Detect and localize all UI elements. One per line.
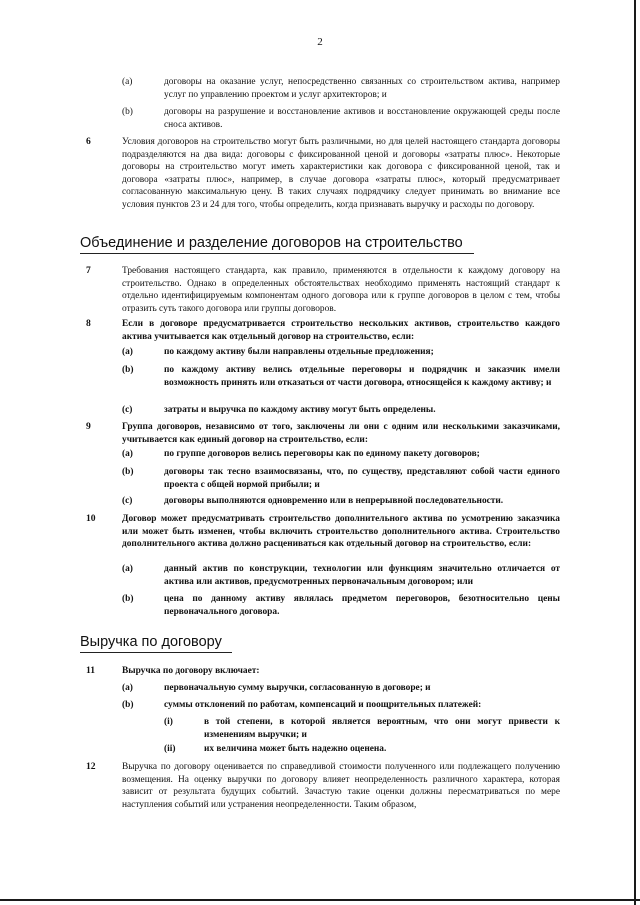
paragraph-8-item-c-text: затраты и выручка по каждому активу могут быть определены. [164, 405, 436, 415]
paragraph-9-item-c-text: договоры выполняются одновременно или в непрерывной последовательности. [164, 496, 504, 506]
scan-edge-right [634, 0, 636, 905]
paragraph-7-number: 7 [86, 265, 91, 276]
paragraph-8-item-b-label: (b) [122, 365, 134, 375]
heading-underline [80, 253, 474, 254]
intro-item-b-text: договоры на разрушение и восстановление активов и восстановление окружающей среды после сноса активов. [164, 107, 560, 130]
paragraph-10-number: 10 [86, 513, 96, 524]
paragraph-6-number: 6 [86, 136, 91, 147]
paragraph-9-number: 9 [86, 421, 91, 432]
intro-item-b-label: (b) [122, 107, 133, 117]
page-number: 2 [317, 36, 323, 48]
section-heading-revenue: Выручка по договору [80, 634, 222, 650]
paragraph-11-subitem-ii-label: (ii) [164, 744, 176, 754]
paragraph-8-item-a-text: по каждому активу были направлены отдельные предложения; [164, 347, 434, 357]
paragraph-7-text: Требования настоящего стандарта, как правило, применяются в отдельности к каждому договору на строительство. Однако в определенных обстоятельствах необходимо применять настоящий стандарт к отдельно идентифицируемым компонентам одного договора или к группе договоров в целом с тем, чтобы отразить суть такого договора или группы договоров. [122, 266, 560, 314]
paragraph-10-text: Договор может предусматривать строительство дополнительного актива по усмотрению заказчика или может быть изменен, чтобы включить строительство дополнительного актива. Строительство дополнительного актива должно расцениваться как отдельный договор на строительство, если: [122, 514, 560, 550]
intro-item-a-label: (a) [122, 77, 133, 87]
paragraph-11-item-a-text: первоначальную сумму выручки, согласованную в договоре; и [164, 683, 431, 693]
paragraph-12-text: Выручка по договору оценивается по справедливой стоимости полученного или подлежащего получению возмещения. На оценку выручки по договору влияет неопределенность различного характера, которая зависит от результата будущих событий. Зачастую такие оценки должны пересматриваться по мере наступления событий или устранения неопределенности. Таким образом, [122, 762, 560, 810]
paragraph-11-item-a-label: (a) [122, 683, 133, 693]
paragraph-8-text: Если в договоре предусматривается строительство нескольких активов, строительство каждого актива учитывается как отдельный договор на строительство, если: [122, 319, 560, 342]
paragraph-9-item-b-label: (b) [122, 467, 134, 477]
paragraph-11-subitem-ii-text: их величина может быть надежно оценена. [204, 744, 387, 754]
paragraph-11-subitem-i-label: (i) [164, 717, 173, 727]
paragraph-9-item-b-text: договоры так тесно взаимосвязаны, что, по существу, представляют собой части единого проекта с общей нормой прибыли; и [164, 467, 560, 490]
paragraph-9-text: Группа договоров, независимо от того, заключены ли они с одним или несколькими заказчиками, учитывается как единый договор на строительство, если: [122, 422, 560, 445]
paragraph-11-item-b-label: (b) [122, 700, 134, 710]
heading-underline [80, 652, 232, 653]
intro-item-a-text: договоры на оказание услуг, непосредственно связанных со строительством актива, например услуг по управлению проектом и услуг архитекторов; и [164, 77, 560, 100]
paragraph-9-item-c-label: (c) [122, 496, 133, 506]
paragraph-11-subitem-i-text: в той степени, в которой является вероятным, что они могут привести к изменениям выручки; и [204, 717, 560, 740]
section-heading-combining: Объединение и разделение договоров на строительство [80, 235, 463, 251]
paragraph-10-item-a-text: данный актив по конструкции, технологии или функциям значительно отличается от актива или активов, предусмотренных первоначальным договором; или [164, 564, 560, 587]
paragraph-8-item-a-label: (a) [122, 347, 133, 357]
paragraph-9-item-a-label: (a) [122, 449, 133, 459]
paragraph-10-item-b-text: цена по данному активу являлась предметом переговоров, безотносительно цены первоначального договора. [164, 594, 560, 617]
paragraph-8-item-b-text: по каждому активу велись отдельные переговоры и подрядчик и заказчик имели возможность принять или отказаться от части договора, относящейся к каждому активу; и [164, 365, 560, 388]
paragraph-6-text: Условия договоров на строительство могут быть различными, но для целей настоящего стандарта договоры подразделяются на два вида: договоры с фиксированной ценой и договоры «затраты плюс». Некоторые договоры на строительство могут иметь характеристики как договора с фиксированной ценой, так и договора «затраты плюс», например, в случае договора «затраты плюс», который предусматривает согласованную максимальную цену. В таких случаях подрядчику следует принимать во внимание все условия пунктов 23 и 24 для того, чтобы определить, когда признавать выручку и расходы по договору. [122, 137, 560, 210]
paragraph-8-item-c-label: (c) [122, 405, 133, 415]
paragraph-11-item-b-text: суммы отклонений по работам, компенсаций и поощрительных платежей: [164, 700, 482, 710]
paragraph-9-item-a-text: по группе договоров велись переговоры как по единому пакету договоров; [164, 449, 480, 459]
paragraph-11-text: Выручка по договору включает: [122, 666, 260, 676]
paragraph-10-item-b-label: (b) [122, 594, 134, 604]
paragraph-11-number: 11 [86, 665, 96, 676]
scan-edge-bottom [0, 899, 640, 901]
paragraph-10-item-a-label: (a) [122, 564, 133, 574]
paragraph-12-number: 12 [86, 761, 96, 772]
paragraph-8-number: 8 [86, 318, 91, 329]
